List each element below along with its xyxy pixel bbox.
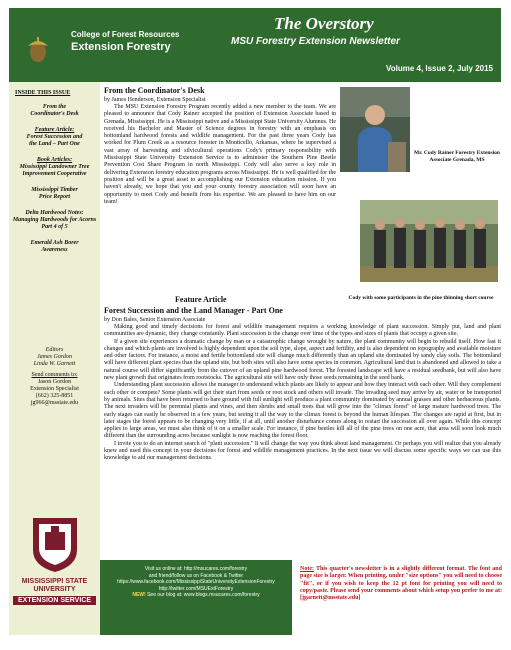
inside-this-issue-heading: INSIDE THIS ISSUE	[15, 90, 71, 96]
group-photo	[360, 200, 498, 282]
website-link[interactable]: Visit us online at: http://msucares.com/forestry	[144, 566, 248, 572]
format-note: Note: This quarter's newsletter is in a slightly different format. The font and page size is larger. When printing, under "size options" you will need to choose "fit", or if you wish to keep the 12 pt font for printing you will need to copy/paste. Please send your comments about which setup you prefer to me at: [jgarnett@msstate.edu]	[300, 566, 502, 602]
newsletter-subtitle: MSU Forestry Extension Newsletter	[231, 36, 400, 47]
cody-portrait-photo	[340, 87, 410, 172]
article1-title: From the Coordinator's Desk	[104, 86, 205, 95]
table-of-contents	[12, 104, 97, 263]
photo2-caption: Cody with some participants in the pine thinning short course	[348, 295, 494, 301]
article2-title: Forest Succession and the Land Manager - Part One	[104, 306, 283, 315]
photo1-caption: Mr. Cody Rainer Forestry Extension Associate Grenada, MS	[414, 150, 500, 163]
toc-item[interactable]: Delta Hardwood Notes: Managing Hardwoods for Acorns Part 4 of 5	[12, 210, 97, 230]
acorn-logo-icon	[23, 34, 53, 64]
article2-body: Making good and timely decisions for forest and wildlife management requires a working knowledge of plant succession. Simply put, land and plant communities are dynamic, they change constantly. Plant succession is the change over time of the types and sizes of plants that occupy a given site. If a given site experiences a dramatic change by man or a catastrophic change wrought by nature, the plant community will begin to rebuild itself. How fast it changes and which plants are involved is highly dependent upon the soil type, slope, aspect and fertility, and is also dependent on topography and available moisture and other factors. For instance, a moist and fertile bottomland site will change much differently than an upland site dominated by sandy clay soils. The bottomland will have different plant species than the upland site, but both sites will also have some species in common. Agricultural land that is abandoned and allowed to take a natural course will differ significantly from the cutover of an upland pine hardwood forest. The forested landscape will have a residual seedbank, but will also have new plant growth that originates from rootstocks. The agricultural site will have only those seeds remaining in the seed bank. Understanding plant succession allows the manager to understand which plants are likely to appear and how they interact with each other. Will they complement each other or compete? Some plants will get their start from seeds or root stock and others will invade. The invading seed may arrive by air, water or be transported by animals. Sites that have been returned to bare ground with full sunlight will produce a plant community dominated by annual grasses and other herbaceous plants. The next invaders will be perennial plants and vines, and then shrubs and small trees that will grow into the "climax forest" of large mature hardwood trees. The early stages can easily be observed in a few years, but seeing it all the way to the climax forest is beyond the human lifespan. The changes are rapid at first, but in later stages the forest appears to be changing very little, if at all, until another disturbance comes along to restart the succession all over again. While this concept applies to large areas, we must also think of it on a smaller scale. For instance, if pine beetles kill all of the pine trees on one acre, that area will soon look much different than the surrounding acres because sunlight is now reaching the forest floor. I invite you to do an internet search of "plant succession." It will change the way you think about land management. Or perhaps you will realize that you already knew and used this concept in your decisions for forest and wildlife management practices. In the next issue we will discuss some specific ways we can use this knowledge to aid our management decisions.	[104, 324, 501, 462]
newsletter-header	[9, 8, 501, 82]
sidebar	[9, 82, 100, 635]
department-name: Extension Forestry	[71, 41, 171, 53]
toc-item[interactable]: Emerald Ash Borer Awareness	[30, 240, 79, 253]
twitter-link[interactable]: http://twitter.com/MSUExtForestry	[158, 585, 234, 592]
article1-byline: by James Henderson, Extension Specialist	[104, 97, 206, 103]
toc-item[interactable]: From the Coordinator's Desk	[30, 104, 79, 117]
newsletter-title: The Overstory	[274, 14, 374, 33]
article1-body: The MSU Extension Forestry Program recently added a new member to the team. We are pleased to announce that Cody Rainer accepted the position of Extension Associate based in Grenada, Mississippi. He is a Mississippi native and a Mississippi State University Alumnus. He received his Bachelor and Master of Science degrees in forestry with an emphasis on bottomland hardwood forests and wildlife management. For the past three years Cody has worked for Plum Creek as a resource forester in Monticello, Arkansas, where he supervised a vast array of harvesting and silvicultural operations Cody's primary responsibility with Mississippi State University Extension Service is to administer the Southern Pine Beetle Prevention Cost Share Program in north Mississippi. Cody will also serve a key role in delivering Extension forestry education programs across Mississippi. He is well qualified for the position and will be a great asset to accomplishing our Extension education mission. If you haven't already, we hope that you and your county forestry association will soon have an opportunity to meet Cody and benefit from his expertise. We are pleased to have him on our team!	[104, 104, 336, 205]
contact-block: Send comments to: Jason Gordon Extension Specialist (662) 325-8851 jg966@msstate.edu	[12, 372, 97, 407]
feature-article-label: Feature Article	[175, 295, 227, 304]
article2-byline: by Don Bales, Senior Extension Associate	[104, 317, 206, 323]
facebook-link[interactable]: https://www.facebook.com/MississippiStateUniversityExtensionForestry	[117, 579, 275, 585]
contact-email-link[interactable]: jg966@msstate.edu	[30, 400, 79, 406]
msu-name: MISSISSIPPI STATE UNIVERSITY	[21, 578, 88, 593]
toc-item[interactable]: Mississippi Timber Price Report	[31, 187, 78, 200]
college-name: College of Forest Resources	[71, 30, 180, 39]
blog-link[interactable]: NEW! See our blog at: www.blogs.msucares.com/forestry	[132, 592, 260, 598]
toc-item[interactable]: Book Articles: Mississippi Landowner Tree Improvement Cooperative	[19, 157, 90, 177]
editors-block: Editors James Gordon Linda W. Garnett	[33, 347, 76, 367]
toc-item[interactable]: Feature Article: Forest Succession and the Land – Part One	[26, 127, 83, 147]
msu-logo-icon	[29, 514, 81, 574]
social-links-box: Visit us online at: http://msucares.com/forestry and friend/follow us on Facebook & Twitter https://www.facebook.com/MississippiStateUniversityExtensionForestry http://twitter.com/MSUExtForestry NEW! See our blog at: www.blogs.msucares.com/forestry	[100, 560, 292, 635]
issue-volume: Volume 4, Issue 2, July 2015	[385, 64, 493, 73]
extension-service-label: EXTENSION SERVICE	[13, 596, 96, 605]
